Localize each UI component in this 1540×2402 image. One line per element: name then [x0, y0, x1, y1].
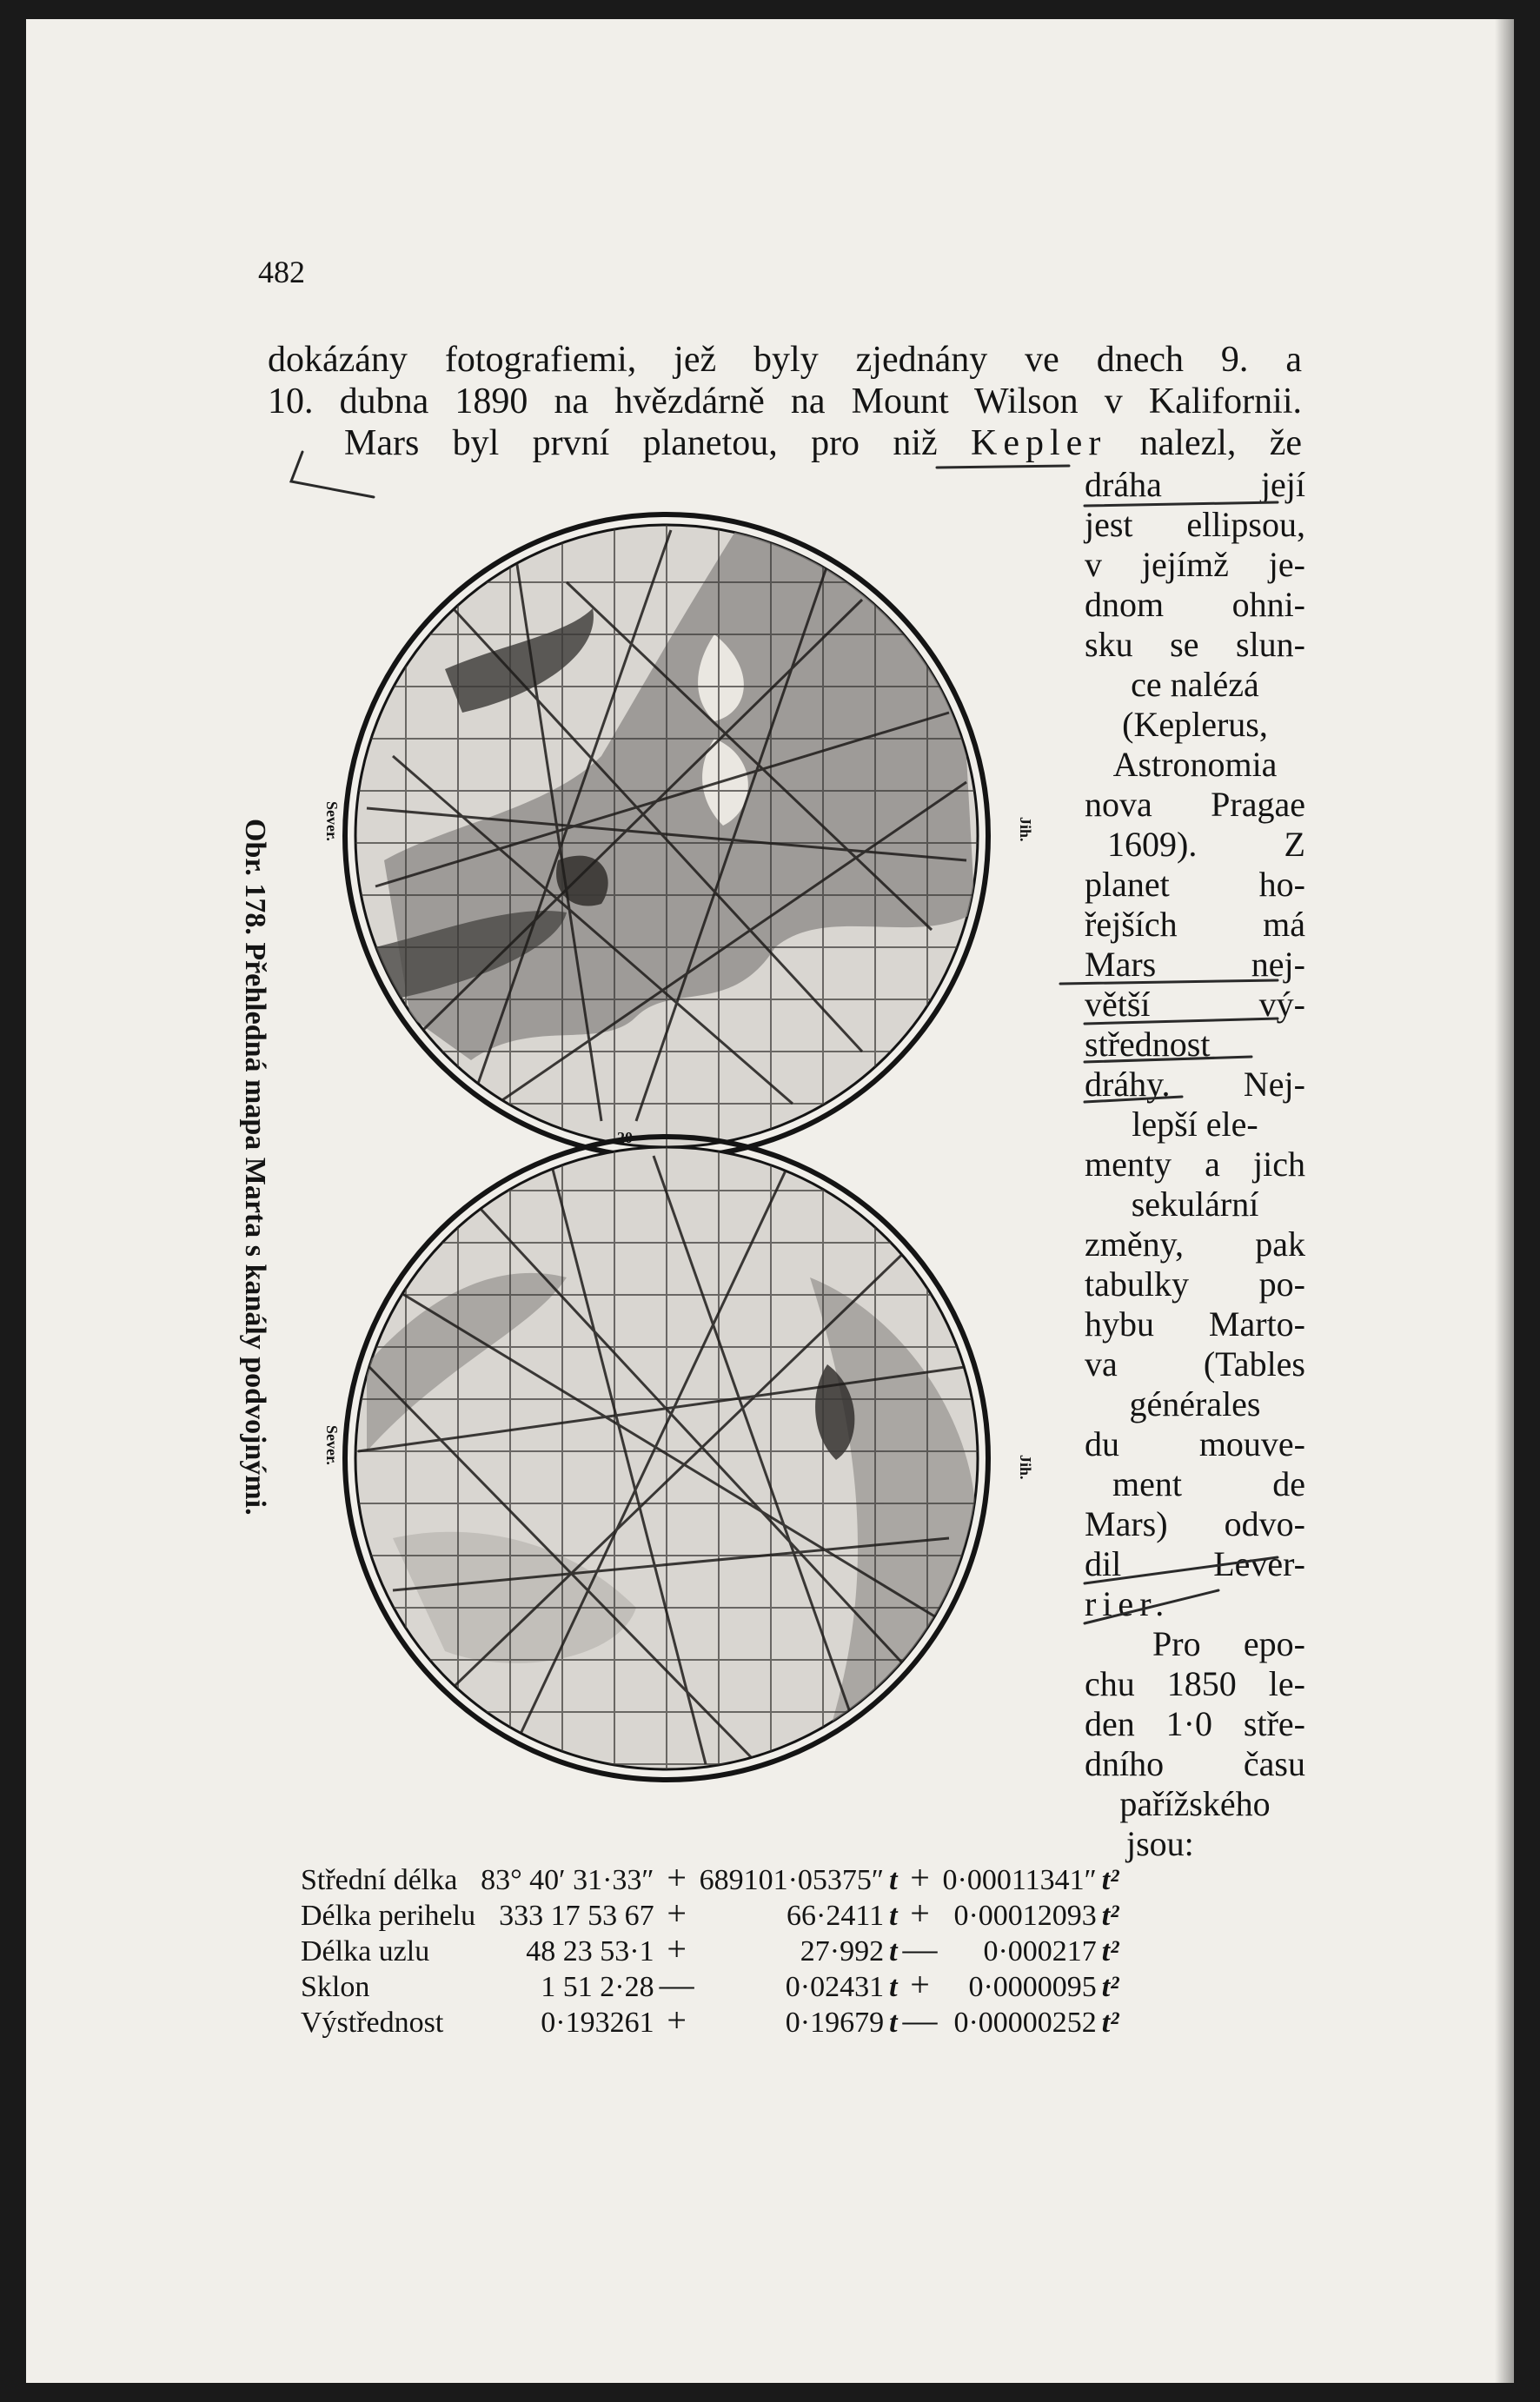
label-south-top: Jih. — [1017, 817, 1034, 842]
t2-symbol: t² — [1101, 1971, 1119, 2003]
narrow-line: chu 1850 le- — [1085, 1664, 1305, 1703]
narrow-line: v jejímž je- — [1085, 545, 1305, 584]
narrow-line: den 1·0 stře- — [1085, 1704, 1305, 1743]
t-symbol: t — [889, 1935, 898, 1967]
sign: — — [902, 2001, 938, 2040]
element-name: Střední délka — [301, 1864, 458, 1896]
sign: — — [902, 1929, 938, 1968]
element-value: 333 17 53 67 — [499, 1900, 654, 1932]
quadratic-term: 0·00012093 — [953, 1900, 1097, 1932]
sign: + — [910, 1894, 930, 1933]
text-line-1: dokázány fotografiemi, jež byly zjednány ve dnech 9. a — [268, 340, 1302, 380]
sign: — — [659, 1965, 694, 2004]
narrow-line: dráha její — [1085, 465, 1305, 504]
t2-symbol: t² — [1101, 1900, 1119, 1932]
narrow-line: va (Tables — [1085, 1344, 1305, 1383]
element-name: Sklon — [301, 1971, 370, 2003]
linear-term: 66·2411 — [787, 1900, 885, 1932]
table-row — [301, 1861, 1124, 1897]
narrow-line: sekulární — [1131, 1184, 1259, 1224]
narrow-line: dnom ohni- — [1085, 585, 1305, 624]
page-number: 482 — [258, 255, 305, 289]
t-symbol: t — [889, 1900, 898, 1932]
narrow-line: planet ho- — [1085, 865, 1305, 904]
narrow-line: dil Lever- — [1085, 1544, 1305, 1583]
t-symbol: t — [889, 2007, 898, 2039]
narrow-line: Mars nej- — [1085, 945, 1305, 984]
page-edge-shadow — [1495, 19, 1514, 2383]
label-north-top: Sever. — [323, 801, 341, 841]
southern-hemisphere — [341, 1104, 1001, 1808]
quadratic-term: 0·00000252 — [953, 2007, 1097, 2039]
t-symbol: t — [889, 1971, 898, 2003]
orbital-elements-table — [301, 1858, 1124, 2040]
narrow-line: Pro epo- — [1152, 1624, 1305, 1663]
sign: + — [667, 1929, 687, 1968]
narrow-line: sku se slun- — [1085, 625, 1305, 664]
narrow-line: jest ellipsou, — [1085, 505, 1305, 544]
sign: + — [910, 1858, 930, 1897]
narrow-line: Astronomia — [1112, 745, 1278, 784]
table-row — [301, 1897, 1124, 1933]
t-symbol: t — [889, 1864, 898, 1896]
element-name: Délka perihelu — [301, 1900, 476, 1932]
linear-term: 0·02431 — [785, 1971, 885, 2003]
sign: + — [910, 1965, 930, 2004]
linear-term: 27·992 — [800, 1935, 885, 1967]
kepler-name: Kepler — [971, 423, 1107, 463]
element-value: 0·193261 — [541, 2007, 654, 2039]
tick-label: 20 — [617, 1129, 633, 1146]
narrow-line: tabulky po- — [1085, 1264, 1305, 1304]
narrow-line: dního času — [1085, 1744, 1305, 1783]
text-line-3 — [344, 422, 1302, 464]
narrow-line: pařížského — [1119, 1784, 1271, 1823]
t2-symbol: t² — [1101, 1935, 1119, 1967]
table-row — [301, 2004, 1124, 2040]
narrow-line: (Keplerus, — [1122, 705, 1268, 744]
narrow-line: ment de — [1112, 1464, 1305, 1503]
t2-symbol: t² — [1101, 2007, 1119, 2039]
text-line-3-start: Mars byl první planetou, pro niž — [344, 423, 938, 463]
narrow-line: nova Pragae — [1085, 785, 1305, 824]
text-line-2: 10. dubna 1890 na hvězdárně na Mount Wilson v Kalifornii. — [268, 382, 1302, 421]
narrow-line: lepší ele- — [1132, 1105, 1258, 1144]
label-south-bottom: Jih. — [1017, 1455, 1034, 1480]
narrow-line: větší vý- — [1085, 985, 1305, 1024]
narrow-line: générales — [1129, 1384, 1261, 1423]
narrow-line: rier. — [1085, 1584, 1171, 1623]
narrow-line: 1609). Z — [1107, 825, 1305, 864]
linear-term: 689101·05375″ — [699, 1864, 885, 1896]
narrow-line: řejších má — [1085, 905, 1305, 944]
mars-map-figure — [341, 495, 1001, 1808]
narrow-line: jsou: — [1126, 1824, 1194, 1863]
narrow-line: Mars) odvo- — [1085, 1504, 1305, 1543]
table-row — [301, 1933, 1124, 1968]
element-name: Délka uzlu — [301, 1935, 430, 1967]
narrow-line: dráhy. Nej- — [1085, 1065, 1305, 1104]
narrow-line: hybu Marto- — [1085, 1304, 1305, 1344]
t2-symbol: t² — [1101, 1864, 1119, 1896]
element-value: 48 23 53·1 — [526, 1935, 654, 1967]
sign: + — [667, 1858, 687, 1897]
quadratic-term: 0·000217 — [983, 1935, 1097, 1967]
northern-hemisphere — [341, 495, 1001, 1191]
quadratic-term: 0·00011341″ — [942, 1864, 1097, 1896]
sign: + — [667, 2001, 687, 2040]
narrow-line: změny, pak — [1085, 1224, 1305, 1264]
book-page — [26, 19, 1514, 2383]
figure-caption: Obr. 178. Přehledná mapa Marta s kanály podvojnými. — [239, 819, 271, 1516]
text-line-3-end: nalezl, že — [1139, 423, 1303, 463]
narrow-line: menty a jich — [1085, 1145, 1305, 1184]
label-north-bottom: Sever. — [323, 1425, 341, 1465]
element-value: 1 51 2·28 — [541, 1971, 654, 2003]
sign: + — [667, 1894, 687, 1933]
linear-term: 0·19679 — [785, 2007, 885, 2039]
element-value: 83° 40′ 31·33″ — [481, 1864, 654, 1896]
quadratic-term: 0·0000095 — [968, 1971, 1097, 2003]
narrow-line: ce nalézá — [1131, 665, 1259, 704]
narrow-line: du mouve- — [1085, 1424, 1305, 1463]
element-name: Výstřednost — [301, 2007, 444, 2039]
narrow-line: střednost — [1085, 1025, 1211, 1064]
table-row — [301, 1968, 1124, 2004]
